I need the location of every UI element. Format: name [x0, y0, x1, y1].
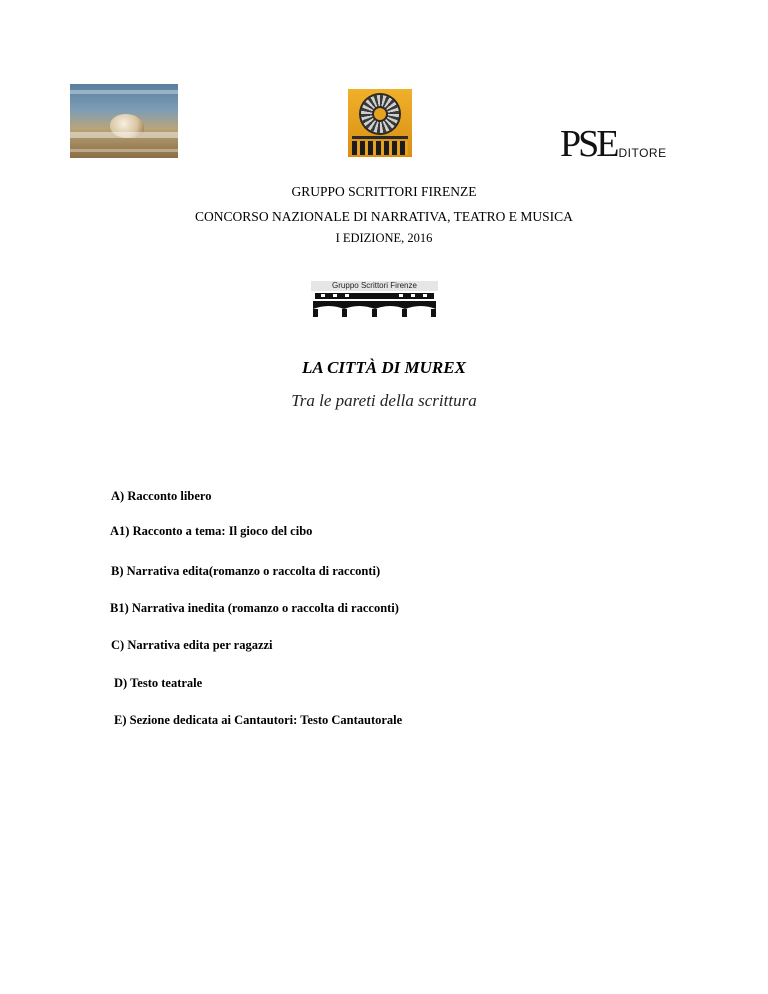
logo-caption-bar: [352, 136, 408, 139]
editore-logo-text: DITORE: [618, 146, 667, 160]
logo-text-band-top: [70, 90, 178, 94]
contest-name: CONCORSO NAZIONALE DI NARRATIVA, TEATRO E MUSICA: [195, 209, 573, 224]
organizer-name: GRUPPO SCRITTORI FIRENZE: [291, 184, 477, 199]
bridge-logo-caption: Gruppo Scrittori Firenze: [311, 281, 438, 291]
rose-window-icon: [361, 95, 399, 133]
section-item-c: C) Narrativa edita per ragazzi: [111, 638, 273, 652]
section-item-b: B) Narrativa edita(romanzo o raccolta di racconti): [111, 564, 381, 578]
sea-wave-shape: [70, 132, 178, 138]
edition-year: I EDIZIONE, 2016: [335, 231, 433, 245]
document-title: LA CITTÀ DI MUREX: [302, 358, 466, 377]
arches-icon: [352, 141, 408, 155]
section-item-a1: A1) Racconto a tema: Il gioco del cibo: [110, 524, 313, 538]
section-item-e: E) Sezione dedicata ai Cantautori: Testo Cantautorale: [114, 713, 403, 727]
section-item-d: D) Testo teatrale: [114, 676, 203, 690]
rose-window-logo: [348, 89, 412, 157]
gruppo-scrittori-bridge-logo: [311, 281, 438, 319]
document-subtitle: Tra le pareti della scrittura: [291, 391, 477, 410]
murex-association-logo: [70, 84, 178, 158]
logo-text-band-bottom: [70, 149, 178, 152]
section-item-a: A) Racconto libero: [111, 489, 212, 503]
pse-logo-letters: PSE: [560, 123, 617, 165]
pse-editore-logo: [560, 123, 667, 165]
section-item-b1: B1) Narrativa inedita (romanzo o raccolta di racconti): [110, 601, 399, 615]
ponte-vecchio-icon: [311, 291, 438, 319]
